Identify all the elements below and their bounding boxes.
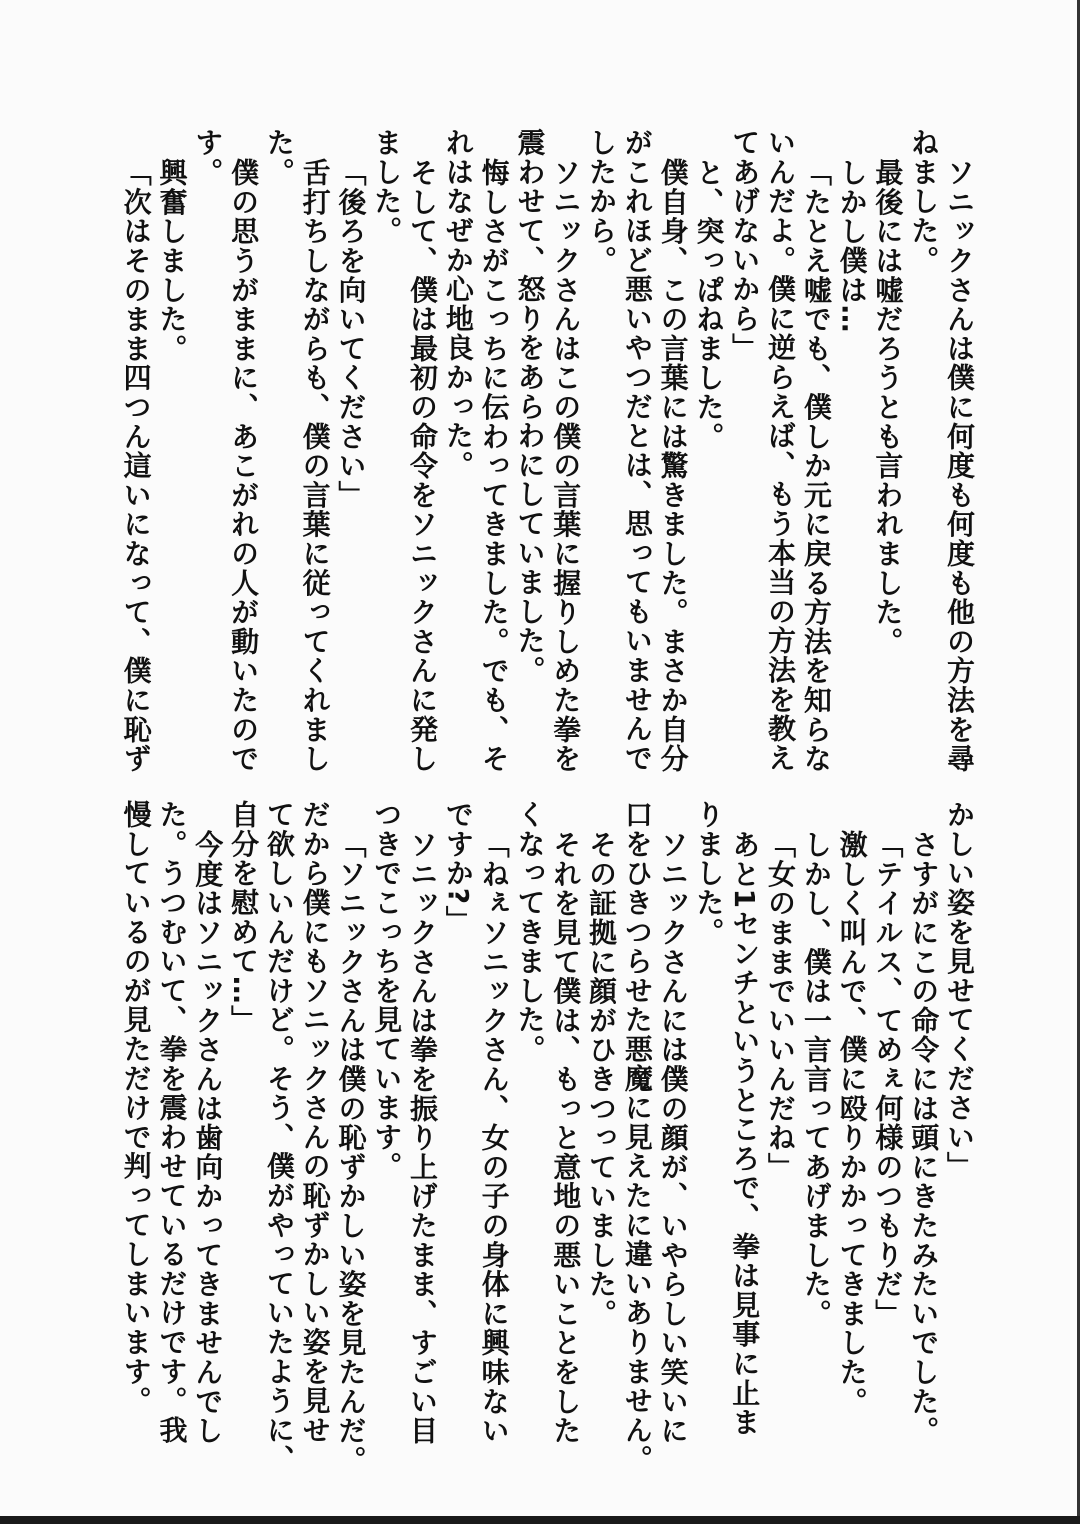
text-line: 僕自身、この言葉には驚きました。まさか自分	[656, 158, 690, 774]
text-line: れはなぜか心地良かった。	[441, 128, 475, 480]
text-line: つきでこっちを見ています。	[370, 800, 404, 1181]
text-line: りました。	[692, 800, 726, 947]
text-line: 「後ろを向いてください」	[334, 158, 368, 510]
text-line: ました。	[370, 128, 404, 246]
text-line: 悔しさがこっちに伝わってきました。でも、そ	[477, 158, 511, 774]
text-line: あと1センチというところで、拳は見事に止ま	[728, 830, 762, 1437]
text-line: 最後には嘘だろうとも言われました。	[871, 158, 905, 657]
text-block-top	[118, 128, 977, 774]
text-line: ソニックさんは拳を振り上げたまま、すごい目	[406, 830, 440, 1446]
text-line: 激しく叫んで、僕に殴りかかってきました。	[835, 830, 869, 1416]
text-line: た。	[262, 128, 296, 187]
text-line: 「ねぇソニックさん、女の子の身体に興味ない	[477, 830, 511, 1446]
text-line: 今度はソニックさんは歯向かってきませんでし	[191, 830, 225, 1446]
text-line: 口をひきつらせた悪魔に見えたに違いありません。	[620, 800, 654, 1474]
text-line: そして、僕は最初の命令をソニックさんに発し	[406, 158, 440, 774]
text-line: 「女のままでいいんだね」	[764, 830, 798, 1182]
text-line: さすがにこの命令には頭にきたみたいでした。	[907, 830, 941, 1446]
text-line: てあげないから」	[728, 128, 762, 363]
text-line: しかし僕は…	[835, 158, 869, 334]
text-line: それを見て僕は、もっと意地の悪いことをした	[549, 830, 583, 1446]
text-line: 自分を慰めて…」	[227, 800, 261, 1035]
text-line: しかし、僕は一言言ってあげました。	[799, 830, 833, 1329]
text-line: 「テイルス、てめぇ何様のつもりだ」	[871, 830, 905, 1329]
text-line: 「次はそのまま四つん這いになって、僕に恥ず	[119, 158, 153, 774]
text-line: ソニックさんは僕に何度も何度も他の方法を尋	[943, 158, 976, 774]
text-line: くなってきました。	[513, 800, 547, 1064]
text-line: 慢しているのが見ただけで判ってしまいます。	[119, 800, 153, 1416]
text-line: ソニックさんには僕の顔が、いやらしい笑いに	[656, 830, 690, 1446]
text-line: いんだよ。僕に逆らえば、もう本当の方法を教え	[764, 128, 798, 773]
scan-edge-bottom	[0, 1516, 1080, 1524]
text-line: 興奮しました。	[155, 158, 189, 364]
text-line: 「たとえ嘘でも、僕しか元に戻る方法を知らな	[799, 158, 833, 774]
text-line: かしい姿を見せてください」	[943, 800, 976, 1181]
text-line: す。	[191, 128, 225, 187]
text-line: がこれほど悪いやつだとは、思ってもいませんで	[620, 128, 654, 773]
text-line: ねました。	[907, 128, 941, 275]
text-line: た。うつむいて、拳を震わせているだけです。我	[155, 800, 189, 1445]
text-line: 震わせて、怒りをあらわにしていました。	[513, 128, 547, 685]
text-line: 舌打ちしながらも、僕の言葉に従ってくれまし	[298, 158, 332, 774]
text-line: 僕の思うがままに、あこがれの人が動いたので	[227, 158, 261, 774]
text-line: ですか?」	[441, 800, 475, 935]
text-line: 「ソニックさんは僕の恥ずかしい姿を見たんだ。	[334, 830, 368, 1475]
text-line: て欲しいんだけど。そう、僕がやっていたように、	[262, 800, 296, 1474]
text-line: ソニックさんはこの僕の言葉に握りしめた拳を	[549, 158, 583, 774]
text-line: その証拠に顔がひきつっていました。	[585, 830, 619, 1329]
text-block-bottom	[118, 800, 977, 1475]
text-line: したから。	[585, 128, 619, 275]
text-line: だから僕にもソニックさんの恥ずかしい姿を見せ	[298, 800, 332, 1445]
text-line: と、突っぱねました。	[692, 158, 726, 451]
